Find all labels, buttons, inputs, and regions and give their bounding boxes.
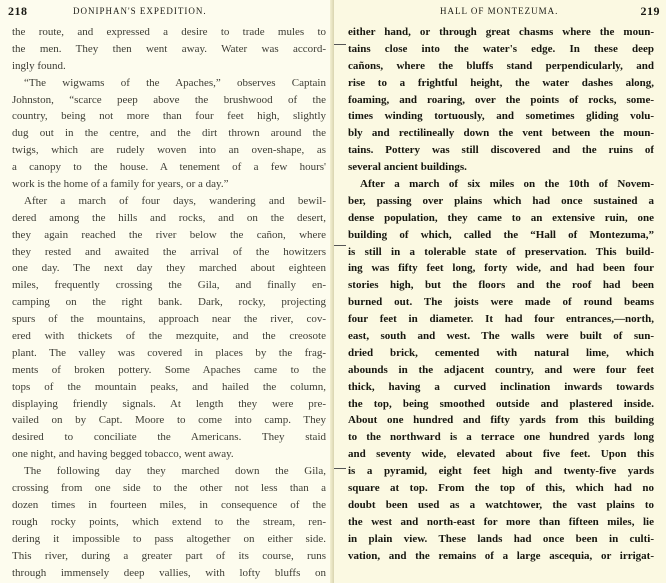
text-line: After a march of four days, wandering and bewil- <box>24 194 326 207</box>
margin-marks <box>334 0 354 583</box>
text-line: a canopy to the house. A tenement of a few hours' <box>12 161 326 174</box>
text-line: plant. The valley was covered in places by the frag- <box>12 346 326 359</box>
text-line: doubt been used as a watchtower, the vast plains to <box>348 498 654 511</box>
text-line: displaying friendly signals. At length they were pre- <box>12 397 326 410</box>
text-line: foaming, and roaring, over the points of rocks, some- <box>348 93 654 106</box>
text-line: crossing from one side to the other not less than a <box>12 482 326 495</box>
text-line: four feet in diameter. It had four entrances,—north, <box>348 313 654 326</box>
text-line: thick, having a curved inclination inwards towards <box>348 380 654 393</box>
text-line: rough rocky points, which extend to the stream, ren- <box>12 515 326 528</box>
text-line: dug out in the centre, and the dirt thrown around the <box>12 127 326 140</box>
right-page-text <box>348 24 654 565</box>
text-line: cañons, where the bluffs stand perpendicularly, and <box>348 59 654 72</box>
text-line: ber, passing over plains which had once sustained a <box>348 194 654 207</box>
text-line: camping on the right bank. Dark, rocky, projecting <box>12 296 326 309</box>
left-page-text <box>12 24 326 581</box>
text-line: “The wigwams of the Apaches,” observes Captain <box>24 76 326 89</box>
left-running-title: DONIPHAN'S EXPEDITION. <box>73 6 207 16</box>
text-line: Johnston, “scarce peep above the brushwood of the <box>12 93 326 106</box>
text-line: vation, and the remains of a large ascequia, or irrigat- <box>348 549 654 562</box>
text-line: one day. The next day they marched about eighteen <box>12 262 326 275</box>
text-line: stories high, but the floors and the roof had been <box>348 279 654 292</box>
text-line: dried brick, cemented with natural lime, which <box>348 346 654 359</box>
right-running-title: HALL OF MONTEZUMA. <box>440 6 559 16</box>
text-line: tains. Pottery was still discovered and the ruins of <box>348 144 654 157</box>
margin-dash <box>334 468 346 469</box>
text-line: square at top. From the top of this, which had no <box>348 482 654 495</box>
text-line: burned out. The joists were made of round beams <box>348 296 654 309</box>
text-line: miles, frequently crossing the Gila, and finally en- <box>12 279 326 292</box>
text-line: bly and rectilineally down the vent between the moun- <box>348 127 654 140</box>
text-line: building of which, called the “Hall of Montezuma,” <box>348 228 654 241</box>
text-line: in plain view. These lands had once been in culti- <box>348 532 654 545</box>
text-line: twigs, which are rudely woven into an oven-shape, as <box>12 144 326 157</box>
text-line: ments of broken pottery. Some Apaches came to the <box>12 363 326 376</box>
left-running-head <box>8 4 326 18</box>
text-line: ingly found. <box>12 59 66 72</box>
left-page-number: 218 <box>8 4 28 18</box>
margin-dash <box>334 44 346 45</box>
text-line: spurs of the mountains, approach near the river, cov- <box>12 313 326 326</box>
text-line: is still in a tolerable state of preservation. This build- <box>348 245 654 258</box>
text-line: dozen times in fourteen miles, in consequence of the <box>12 498 326 511</box>
text-line: The following day they marched down the Gila, <box>24 465 326 478</box>
text-line: ing was fifty feet long, forty wide, and had been four <box>348 262 654 275</box>
text-line: either hand, or through great chasms where the moun- <box>348 26 654 38</box>
text-line: several ancient buildings. <box>348 161 467 174</box>
text-line: the top, being smoothed outside and plastered inside. <box>348 397 654 410</box>
text-line: country, being not more than four feet high, slightly <box>12 110 326 123</box>
text-line: one night, and having begged tobacco, went away. <box>12 448 234 461</box>
text-line: rise to a frightful height, the water dashes along, <box>348 76 654 89</box>
text-line: About one hundred and fifty yards from this building <box>348 414 654 427</box>
text-line: is a pyramid, eight feet high and twenty-five yards <box>348 465 654 478</box>
text-line: vailed on by Capt. Moore to come into camp. They <box>12 414 326 427</box>
text-line: the route, and expressed a desire to trade mules to <box>12 26 326 38</box>
text-line: tops of the mountain peaks, and hailed the column, <box>12 380 326 393</box>
text-line: After a march of six miles on the 10th of Novem- <box>360 178 654 191</box>
text-line: dense population, they came to an extensive ruin, one <box>348 211 654 224</box>
text-line: through immensely deep vallies, with lofty bluffs on <box>12 566 326 579</box>
text-line: dered among the hills and rocks, and on the desert, <box>12 211 326 224</box>
text-line: ered with thickets of the mezquite, and the creosote <box>12 330 326 343</box>
text-line: they again reached the river below the cañon, where <box>12 228 326 241</box>
right-running-head <box>340 4 660 18</box>
right-page-number: 219 <box>640 4 660 18</box>
text-line: This river, during a greater part of its course, runs <box>12 549 326 562</box>
text-line: the west and north-east for more than fifteen miles, lie <box>348 515 654 528</box>
text-line: east, south and west. The walls were built of sun- <box>348 330 654 343</box>
text-line: times winding tortuously, and sometimes gliding volu- <box>348 110 654 123</box>
margin-dash <box>334 245 346 246</box>
text-line: desired to conciliate the Americans. They staid <box>12 431 326 444</box>
text-line: and seventy wide, elevated about five feet. Upon this <box>348 448 654 461</box>
text-line: they rested and awaited the arrival of the howitzers <box>12 245 326 258</box>
text-line: dering it impossible to pass altogether on either side. <box>12 532 326 545</box>
right-page <box>334 0 666 583</box>
text-line: to the northward is a terrace one hundred yards long <box>348 431 654 444</box>
text-line: tains close into the water's edge. In these deep <box>348 42 654 55</box>
text-line: the men. They then went away. Water was accord- <box>12 42 326 55</box>
text-line: work is the home of a family for years, or a day.” <box>12 178 229 191</box>
text-line: abounds in the adjacent country, and were four feet <box>348 363 654 376</box>
